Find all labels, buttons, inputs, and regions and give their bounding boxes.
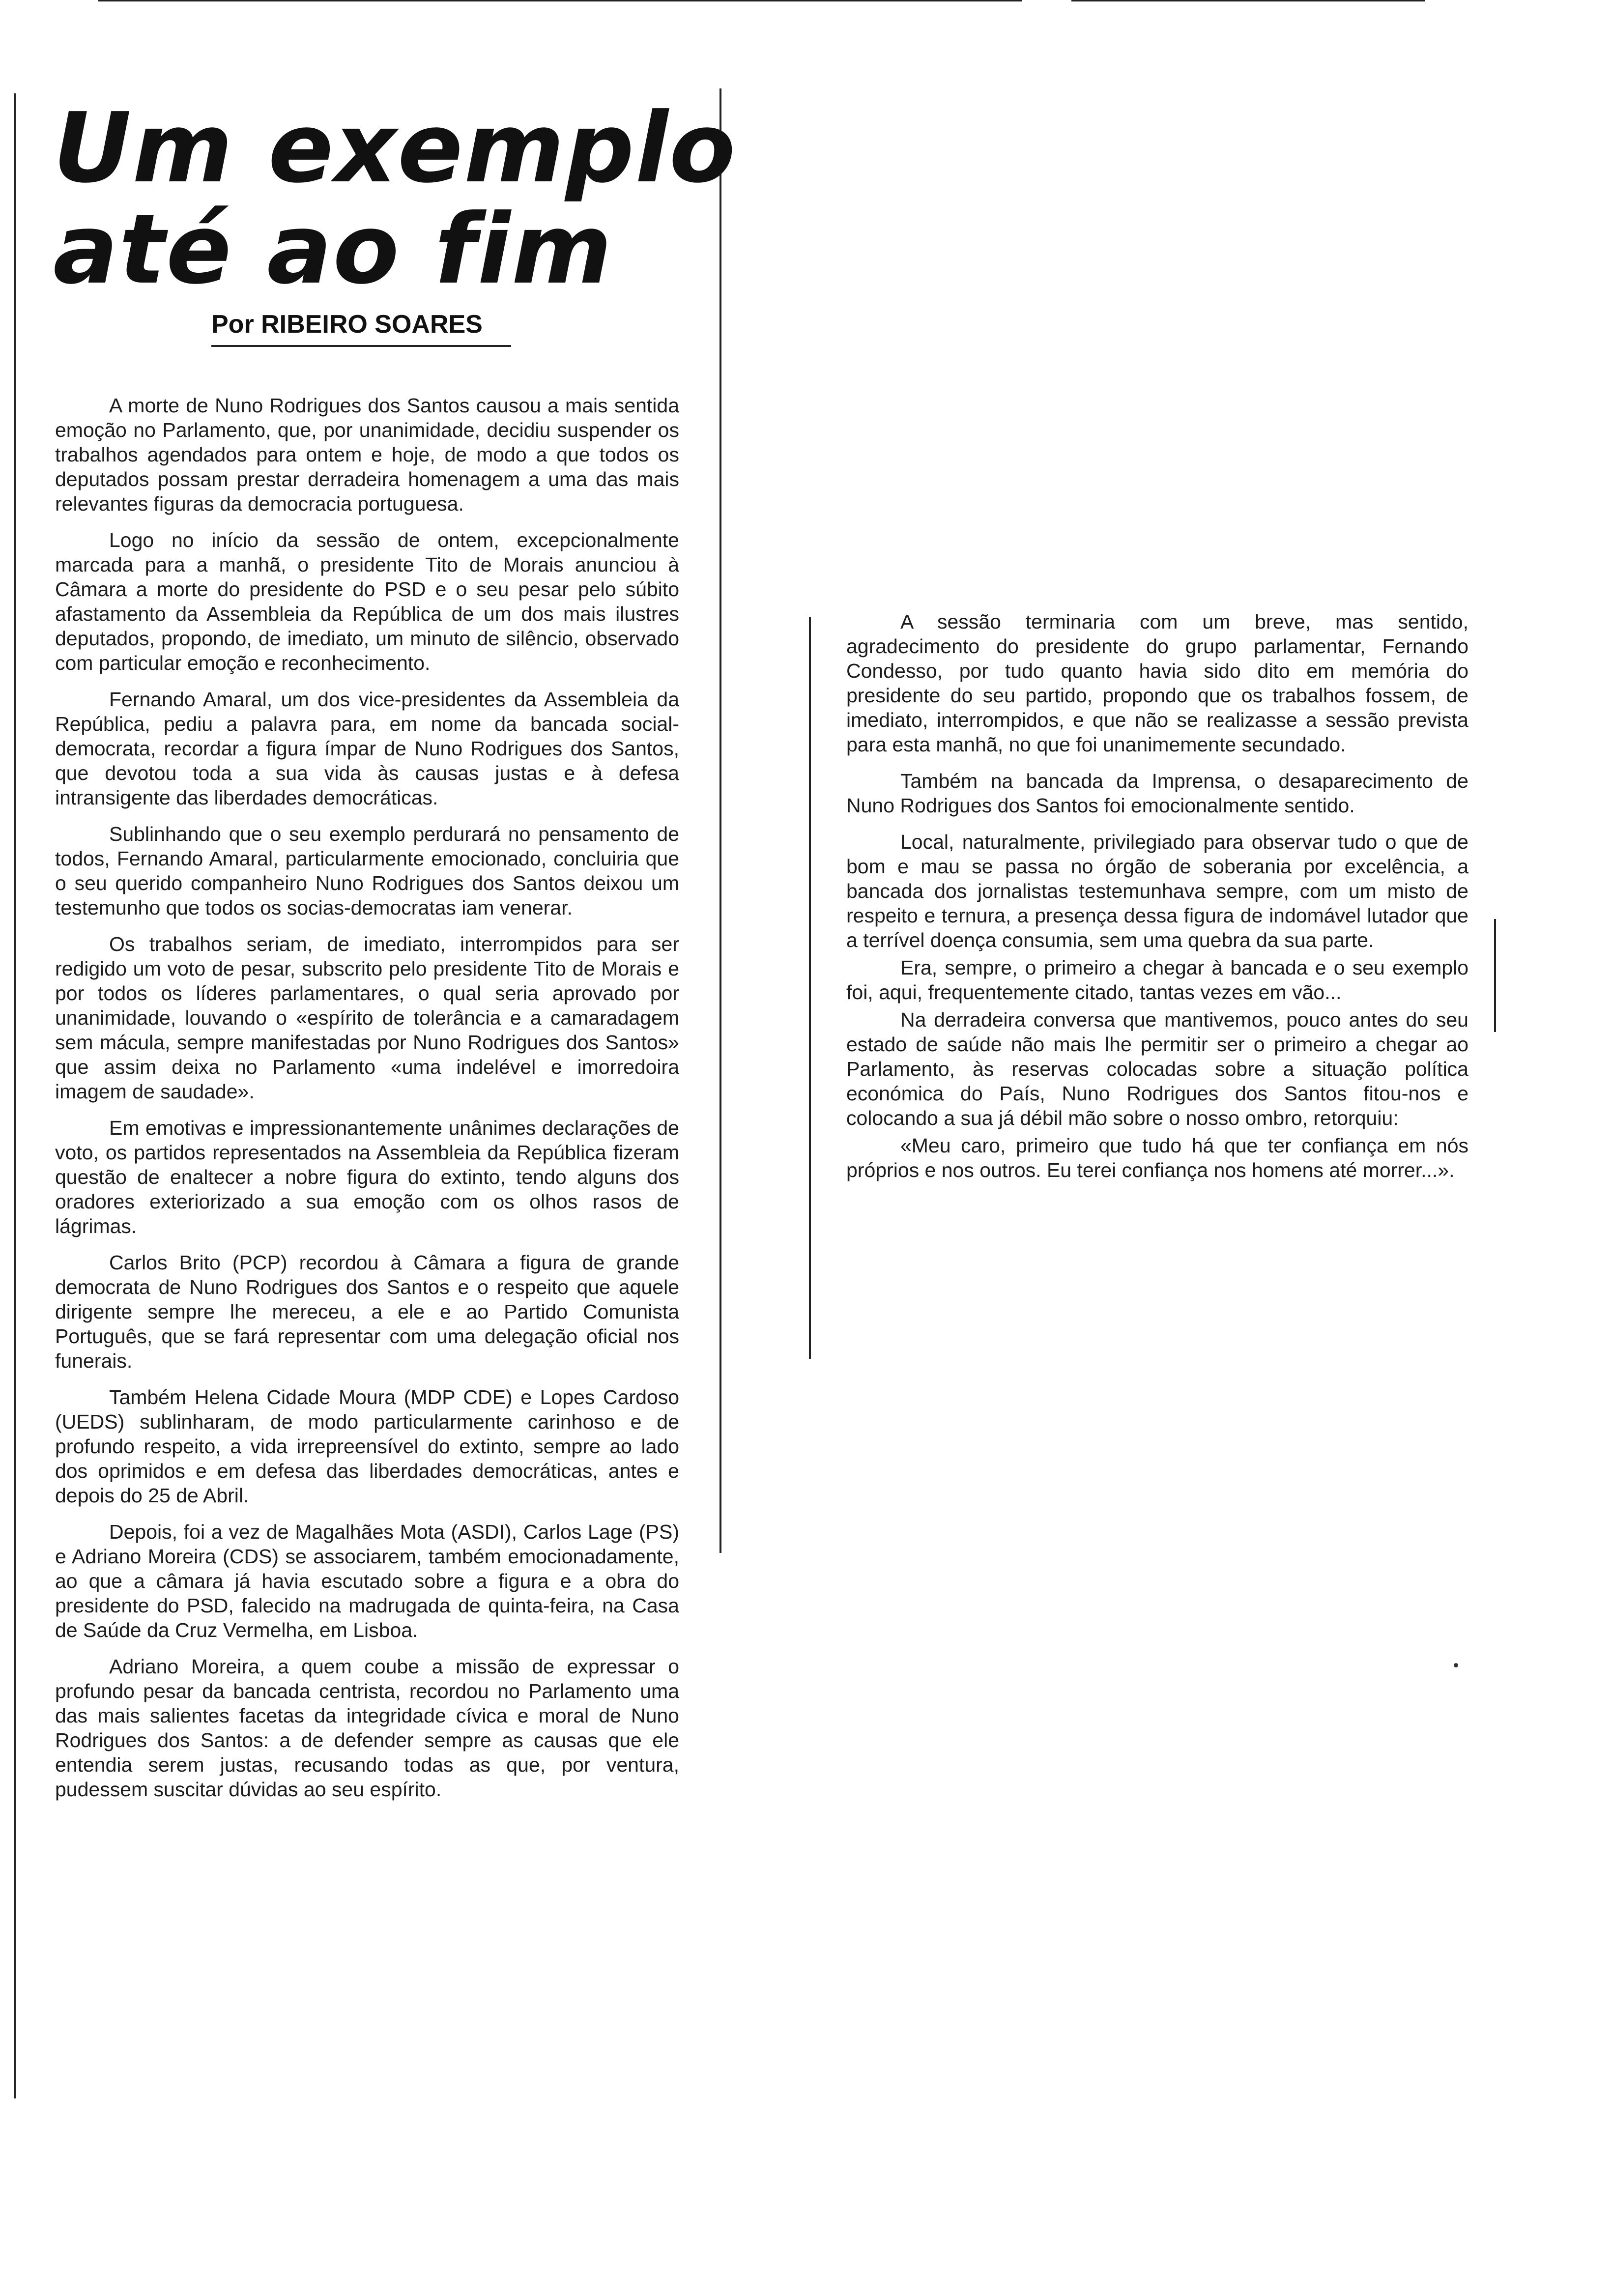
paragraph: Sublinhando que o seu exemplo perdurará no pensamento de todos, Fernando Amaral, particularmente emocionado, concluiria que o seu querido companheiro Nuno Rodrigues dos Santos deixou um testemunho que todos os socias-democratas iam venerar. bbox=[55, 823, 679, 919]
paragraph: A morte de Nuno Rodrigues dos Santos causou a mais sentida emoção no Parlamento, que, por unanimidade, decidiu suspender os trabalhos agendados para ontem e hoje, de modo a que todos os deputados possam prestar derradeira homenagem a uma das mais relevantes figuras da democracia portuguesa. bbox=[55, 394, 679, 515]
byline: Por RIBEIRO SOARES bbox=[211, 310, 483, 339]
scan-speck bbox=[1454, 1663, 1458, 1667]
paragraph: Adriano Moreira, a quem coube a missão de expressar o profundo pesar da bancada centrista, recordou no Parlamento uma das mais salientes facetas da integridade cívica e moral de Nuno Rodrigues dos Santos: a de defender sempre as causas que ele entendia serem justas, recusando todas as que, por ventura, pudessem suscitar dúvidas ao seu espírito. bbox=[55, 1655, 679, 1801]
paragraph: Carlos Brito (PCP) recordou à Câmara a figura de grande democrata de Nuno Rodrigues dos Santos e o respeito que aquele dirigente sempre lhe mereceu, a ele e ao Partido Comunista Português, que se fará representar com uma delegação oficial nos funerais. bbox=[55, 1251, 679, 1372]
paragraph: Também Helena Cidade Moura (MDP CDE) e Lopes Cardoso (UEDS) sublinharam, de modo particularmente carinhoso e de profundo respeito, a vida irrepreensível do extinto, sempre ao lado dos oprimidos e em defesa das liberdades democráticas, antes e depois do 25 de Abril. bbox=[55, 1386, 679, 1507]
paragraph: A sessão terminaria com um breve, mas sentido, agradecimento do presidente do grupo parlamentar, Fernando Condesso, por tudo quanto havia sido dito em memória do presidente do seu partido, propondo que os trabalhos fossem, de imediato, interrompidos, e que não se realizasse a sessão prevista para esta manhã, no que foi unanimemente secundado. bbox=[846, 610, 1468, 756]
paragraph: Os trabalhos seriam, de imediato, interrompidos para ser redigido um voto de pesar, subscrito pelo presidente Tito de Morais e por todos os líderes parlamentares, o qual seria aprovado por unanimidade, louvando o «espírito de tolerância e a camaradagem sem mácula, sempre manifestadas por Nuno Rodrigues dos Santos» que assim deixa no Parlamento «uma indelével e imorredoira imagem de saudade». bbox=[55, 933, 679, 1103]
paragraph: Logo no início da sessão de ontem, excepcionalmente marcada para a manhã, o presidente Tito de Morais anunciou à Câmara a morte do presidente do PSD e o seu pesar pelo súbito afastamento da Assembleia da República de um dos mais ilustres deputados, propondo, de imediato, um minuto de silêncio, observado com particular emoção e reconhecimento. bbox=[55, 529, 679, 674]
paragraph: Também na bancada da Imprensa, o desaparecimento de Nuno Rodrigues dos Santos foi emocionalmente sentido. bbox=[846, 770, 1468, 817]
column-divider-left bbox=[720, 88, 721, 1553]
headline-line-1: Um exemplo bbox=[53, 92, 737, 204]
top-rule-left bbox=[98, 0, 1022, 1]
article-column-right bbox=[846, 609, 1468, 1185]
paragraph: Fernando Amaral, um dos vice-presidentes da Assembleia da República, pediu a palavra para, em nome da bancada social-democrata, recordar a figura ímpar de Nuno Rodrigues dos Santos, que devotou toda a sua vida às causas justas e à defesa intransigente das liberdades democráticas. bbox=[55, 688, 679, 809]
paragraph: «Meu caro, primeiro que tudo há que ter confiança em nós próprios e nos outros. Eu terei confiança nos homens até morrer...». bbox=[846, 1134, 1468, 1181]
paragraph: Era, sempre, o primeiro a chegar à bancada e o seu exemplo foi, aqui, frequentemente citado, tantas vezes em vão... bbox=[846, 956, 1468, 1004]
paragraph: Depois, foi a vez de Magalhães Mota (ASDI), Carlos Lage (PS) e Adriano Moreira (CDS) se associarem, também emocionadamente, ao que a câmara já havia escutado sobre a figura e a obra do presidente do PSD, falecido na madrugada de quinta-feira, na Casa de Saúde da Cruz Vermelha, em Lisboa. bbox=[55, 1521, 679, 1641]
paragraph: Na derradeira conversa que mantivemos, pouco antes do seu estado de saúde não mais lhe permitir ser o primeiro a chegar ao Parlamento, às reservas colocadas sobre a situação política económica do País, Nuno Rodrigues dos Santos fitou-nos e colocando a sua já débil mão sobre o nosso ombro, retorquiu: bbox=[846, 1008, 1468, 1129]
article-column-left bbox=[55, 393, 679, 1813]
headline bbox=[53, 92, 737, 306]
column-divider-right bbox=[809, 617, 811, 1359]
right-margin-mark bbox=[1494, 919, 1496, 1032]
headline-line-2: até ao fim bbox=[53, 193, 613, 306]
top-rule-right bbox=[1071, 0, 1425, 1]
byline-underline bbox=[211, 345, 511, 347]
left-margin-rule bbox=[14, 93, 16, 2098]
paragraph: Em emotivas e impressionantemente unânimes declarações de voto, os partidos representados na Assembleia da República fizeram questão de enaltecer a nobre figura do extinto, tendo alguns dos oradores exteriorizado a sua emoção com os olhos rasos de lágrimas. bbox=[55, 1117, 679, 1237]
paragraph: Local, naturalmente, privilegiado para observar tudo o que de bom e mau se passa no órgão de soberania por excelência, a bancada dos jornalistas testemunhava sempre, com um misto de respeito e ternura, a presença dessa figura de indomável lutador que a terrível doença consumia, sem uma quebra da sua parte. bbox=[846, 831, 1468, 951]
